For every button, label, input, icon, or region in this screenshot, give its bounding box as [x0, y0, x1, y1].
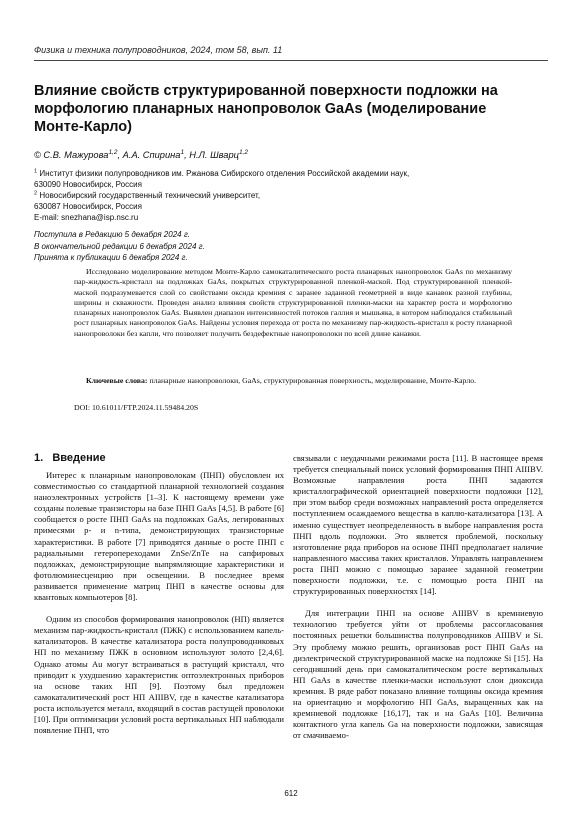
- paragraph: связывали с неудачными режимами роста [11]. В настоящее время требуется специальный поиск условий формирования ПНП AIIIBV. Возможные направления роста ПНП задаются кристаллографической ориентацией поверхности подложки [12], при этом выбор среди возможных направлений роста определяется поступлением осаждаемого вещества в каплю-катализатора [13]. А именно существует неопределенность в выборе направления роста ПНП вдоль подложки. Это является проблемой, поскольку изготовление ряда приборов на основе ПНП предполагает наличие направленного массива таких кристаллов. Управлять направлением роста ПНП можно с помощью заранее заданной геометрии поверхности подложки, т.е. с помощью роста ПНП на структурированных поверхностях [14].: [293, 453, 543, 597]
- right-column: [293, 453, 543, 741]
- revised-date: В окончательной редакции 6 декабря 2024 г.: [34, 241, 205, 251]
- author-1: © С.В. Мажурова$^{1,2}$: [34, 148, 118, 160]
- section-heading: 1. Введение: [34, 452, 106, 464]
- header-rule: [34, 60, 548, 61]
- submission-dates: [34, 229, 534, 264]
- author-2: А.А. Спирина$^1$: [122, 148, 185, 160]
- journal-header: Физика и техника полупроводников, 2024, том 58, вып. 11: [34, 45, 283, 55]
- received-date: Поступила в Редакцию 5 декабря 2024 г.: [34, 230, 190, 239]
- accepted-date: Принята к публикации 6 декабря 2024 г.: [34, 253, 188, 262]
- affiliations: [34, 168, 534, 223]
- left-column: [34, 470, 284, 736]
- affiliation-line: 630090 Новосибирск, Россия: [34, 180, 142, 189]
- email-line: E-mail: snezhana@isp.nsc.ru: [34, 213, 139, 222]
- author-list: © С.В. Мажурова$^{1,2}$, А.А. Спирина$^1$, Н.Л. Шварц$^{1,2}$: [34, 148, 248, 160]
- affiliation-line: 630087 Новосибирск, Россия: [34, 202, 142, 211]
- doi: DOI: 10.61011/FTP.2024.11.59484.20S: [74, 403, 199, 412]
- keywords-label: Ключевые слова:: [86, 376, 148, 385]
- keywords: [74, 376, 512, 386]
- keywords-text: планарные нанопроволоки, GaAs, структурированная поверхность, моделирование, Монте-Карло.: [149, 376, 477, 385]
- paragraph: Интерес к планарным нанопроволокам (ПНП) обусловлен их совместимостью со стандартной планарной технологией создания наноэлектронных устройств [1–3]. К настоящему времени уже созданы полевые транзисторы на базе ПНП GaAs [4,5]. В работе [6] сообщается о росте ПНП GaAs на подложках GaAs, легированных примесями p- и n-типа, демонстрирующих транзисторные характеристики. В работе [7] приводятся данные о росте ПНП с радиальными гетеропереходами ZnSe/ZnTe на сапфировых подложках, демонстрирующие выпрямляющие характеристики и фотолюминесценцию при освещении. В последнее время развивается применение матриц ПНП в качестве основы для квантовых компьютеров [8].: [34, 470, 284, 603]
- page-number: 612: [284, 789, 298, 798]
- abstract: Исследовано моделирование методом Монте-Карло самокаталитического роста планарных нанопроволок GaAs по механизму пар-жидкость-кристалл на подложках GaAs, покрытых структурированной пленкой-маской. Под структурированной пленкой-маской подразумевается слой со свойствами оксида кремния с заранее заданной геометрией в виде канавок разной глубины, ширины и скважности. Проведен анализ влияния свойств структурированной пленки-маски на характер роста и морфологию планарных нанопроволок GaAs. Выявлен диапазон интенсивностей потоков галлия и мышьяка, в котором наблюдался стабильный рост планарных нанопроволок GaAs. Найдены условия перехода от роста по механизму пар-жидкость-кристалл к росту планарной нанопроволоки без капли, что позволяет получить бездефектные нанопроволоки по всей длине канавки.: [74, 267, 512, 338]
- paragraph: Для интеграции ПНП на основе AIIIBV в кремниевую технологию требуется уйти от проблемы рассогласования постоянных решетки большинства полупроводников AIIIBV и Si. Эту проблему можно решить, организовав рост ПНП GaAs на диэлектрической структурированной маске на подложке Si [15]. На сегодняшний день при самокаталитическом росте вертикальных НП GaAs в качестве пленки-маски используют слои диоксида кремния. В ряде работ показано влияние толщины оксида кремния на ориентацию и морфологию НП GaAs, выращенных как на кремниевой подложке [16,17], так и на GaAs [10]. Величина контактного угла капель Ga на поверхности подложки, зависящая от смачиваемо-: [293, 608, 543, 741]
- paragraph: Одним из способов формирования нанопроволок (НП) является механизм пар-жидкость-кристалл (ПЖК) с использованием капель-катализаторов. В качестве катализатора роста полупроводниковых НП по механизму ПЖК в основном используют золото [2,4,6]. Однако атомы Au могут встраиваться в растущий кристалл, что приводит к ухудшению характеристик оптоэлектронных приборов на основе таких НП [9]. Поэтому был предложен самокаталитический рост НП AIIIBV, где в качестве катализатора роста используется металл, входящий в состав растущей проволоки [10]. При оптимизации условий роста вертикальных НП наблюдали появление ПНП, что: [34, 614, 284, 736]
- author-3: Н.Л. Шварц$^{1,2}$: [189, 148, 248, 160]
- affiliation-line: $^2$ Новосибирский государственный технический университет,: [34, 190, 261, 200]
- article-title: Влияние свойств структурированной поверхности подложки на морфологию планарных нанопроволок GaAs (моделирование Монте-Карло): [34, 83, 498, 135]
- affiliation-line: $^1$ Институт физики полупроводников им. Ржанова Сибирского отделения Российской академии наук,: [34, 168, 410, 178]
